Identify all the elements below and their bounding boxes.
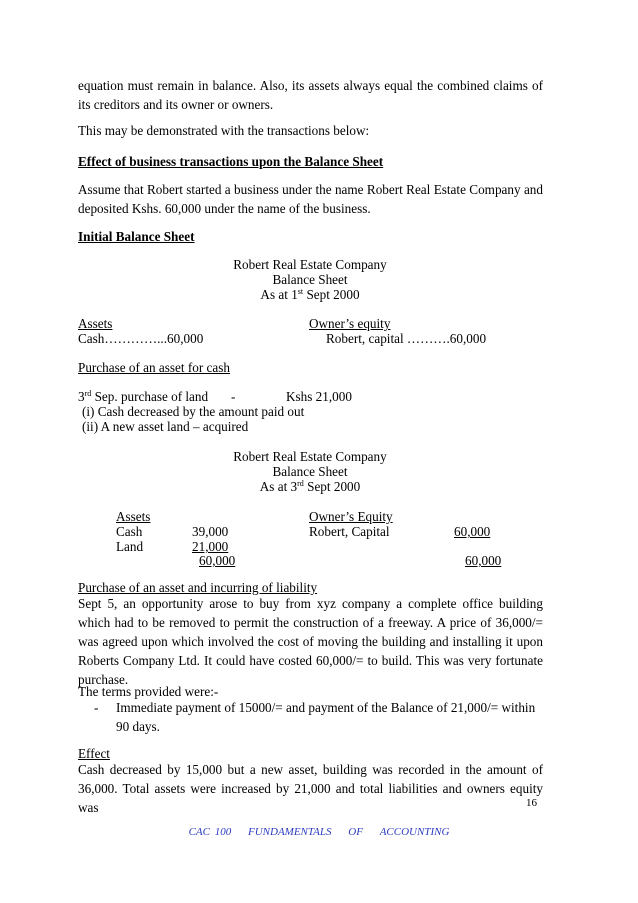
footer-word-1: FUNDAMENTALS [248,826,332,838]
purchase-cash-amount: Kshs 21,000 [286,389,352,404]
bs2-equity-label: Owner’s Equity [309,509,393,524]
terms-text: The terms provided were:- [78,684,219,699]
bs2-equity-total: 60,000 [465,553,502,568]
liability-heading: Purchase of an asset and incurring of liability [78,580,318,595]
assume-paragraph: Assume that Robert started a business under the name Robert Real Estate Company and deposited Kshs. 60,000 under the name of the business. [78,182,543,216]
bs2-cash-value: 39,000 [192,524,229,539]
bs2-capital-label: Robert, Capital [309,524,390,539]
bs1-capital-line: Robert, capital ……….60,000 [326,331,487,346]
initial-balance-heading: Initial Balance Sheet [78,229,195,244]
bs1-title: Balance Sheet [272,272,348,287]
bs2-company: Robert Real Estate Company [233,449,387,464]
purchase-cash-line: 3rd Sep. purchase of land [78,389,209,404]
bs1-cash-line: Cash…………...60,000 [78,331,204,346]
bs2-land-label: Land [116,539,144,554]
intro-paragraph: equation must remain in balance. Also, its assets always equal the combined claims of its creditors and its owner or owners. [78,78,543,112]
bs2-capital-value: 60,000 [454,524,491,539]
effect-paragraph: Cash decreased by 15,000 but a new asset, building was recorded in the amount of 36,000. Total assets were increased by 21,000 and total liabilities and owners equity was [78,762,543,815]
bs1-assets-label: Assets [78,316,113,331]
bs2-land-value: 21,000 [192,539,229,554]
page-number: 16 [526,797,537,809]
terms-bullet-dash: - [94,700,99,715]
bs2-assets-label: Assets [116,509,151,524]
bs1-equity-label: Owner’s equity [309,316,391,331]
bs1-date: As at 1st Sept 2000 [260,287,360,302]
footer-word-2: OF [348,826,363,838]
purchase-cash-dash: - [231,389,236,404]
effect-subheading: Effect [78,746,110,761]
footer-course-code: CAC 100 [188,826,232,838]
footer-word-3: ACCOUNTING [379,826,450,838]
liability-paragraph: Sept 5, an opportunity arose to buy from xyz company a complete office building which had to be removed to permit the construction of a freeway. A price of 36,000/= was agreed upon which involved the cost of moving the building and installing it upon Roberts Company Ltd. It could have costed 60,000/= to build. This was very fortunate purchase. [78,596,543,687]
bs2-assets-total: 60,000 [199,553,236,568]
purchase-cash-item-2: (ii) A new asset land – acquired [82,419,249,434]
purchase-cash-heading: Purchase of an asset for cash [78,360,230,375]
bs2-title: Balance Sheet [272,464,348,479]
intro-demonstration: This may be demonstrated with the transactions below: [78,123,370,138]
bs2-cash-label: Cash [116,524,143,539]
purchase-cash-item-1: (i) Cash decreased by the amount paid out [82,404,305,419]
effect-heading: Effect of business transactions upon the Balance Sheet [78,154,384,169]
bs1-company: Robert Real Estate Company [233,257,387,272]
terms-bullet-text: Immediate payment of 15000/= and payment of the Balance of 21,000/= within 90 days. [116,700,536,734]
footer [0,826,638,838]
bs2-date: As at 3rd Sept 2000 [259,479,361,494]
